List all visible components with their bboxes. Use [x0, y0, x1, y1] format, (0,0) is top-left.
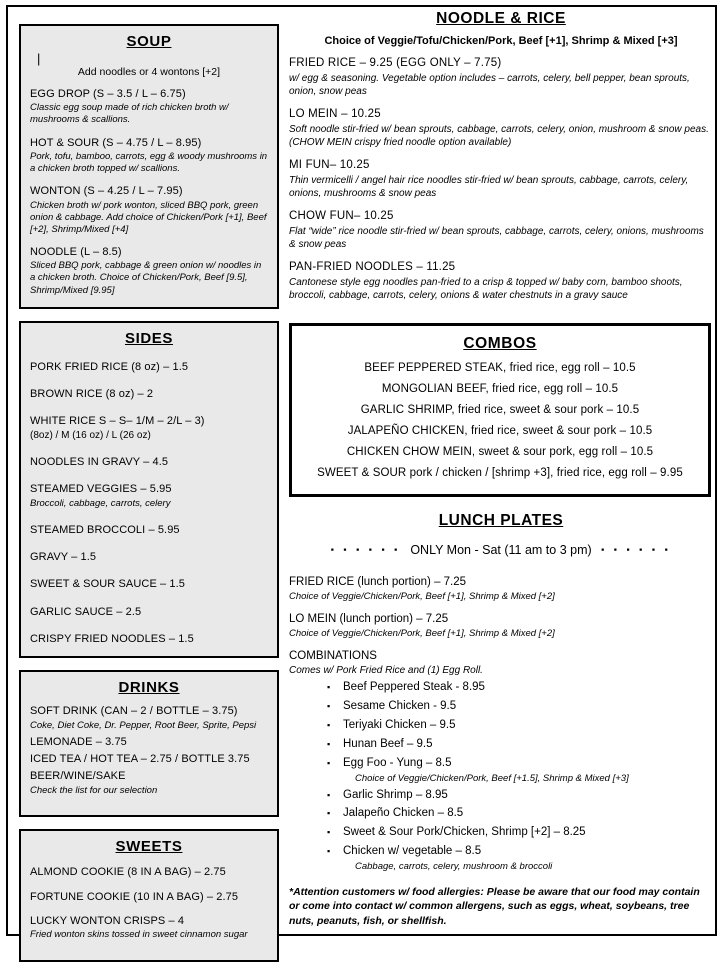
item-desc: Choice of Veggie/Chicken/Pork, Beef [+1], Shrimp & Mixed [+2] — [289, 590, 555, 602]
item-name: LUCKY WONTON CRISPS – 4 — [30, 914, 185, 927]
squares-decoration: ▪ ▪ ▪ ▪ ▪ ▪ — [601, 544, 672, 555]
left-column — [19, 24, 279, 974]
item-name: Garlic Shrimp – 8.95 — [343, 788, 448, 801]
square-bullet-icon: ▪ — [327, 757, 331, 768]
item-desc: Fried wonton skins tossed in sweet cinnamon sugar — [30, 929, 248, 941]
menu-item — [30, 455, 268, 469]
item-desc: Classic egg soup made of rich chicken broth w/ mushrooms & scallions. — [30, 102, 229, 126]
combinations-note: Comes w/ Pork Fried Rice and (1) Egg Roll. — [289, 664, 483, 676]
stray-cursor-mark: | — [37, 51, 41, 66]
item-name: Jalapeño Chicken – 8.5 — [343, 807, 464, 820]
item-desc: Broccoli, cabbage, carrots, celery — [30, 497, 171, 509]
item-size-note: (8oz) / M (16 oz) / L (26 oz) — [30, 429, 151, 441]
combinations-header — [289, 649, 713, 676]
combo-line: BEEF PEPPERED STEAK, fried rice, egg roll – 10.5 — [364, 362, 636, 374]
lunch-plates-section — [289, 512, 713, 928]
list-item — [327, 680, 713, 695]
drinks-section — [19, 670, 279, 817]
combo-line: MONGOLIAN BEEF, fried rice, egg roll – 10.5 — [381, 383, 619, 395]
menu-item — [30, 890, 268, 904]
item-name: LO MEIN – 10.25 — [289, 107, 381, 120]
item-name: SWEET & SOUR SAUCE – 1.5 — [30, 578, 186, 591]
item-name: NOODLE (L – 8.5) — [30, 245, 122, 258]
item-name: Chicken w/ vegetable – 8.5 — [343, 845, 482, 858]
square-bullet-icon: ▪ — [327, 789, 331, 800]
combo-line: GARLIC SHRIMP, fried rice, sweet & sour pork – 10.5 — [360, 404, 640, 416]
soup-section — [19, 24, 279, 309]
square-bullet-icon: ▪ — [327, 719, 331, 730]
square-bullet-icon: ▪ — [327, 681, 331, 692]
item-name: PORK FRIED RICE (8 oz) – 1.5 — [30, 360, 189, 373]
menu-item — [30, 550, 268, 564]
item-name: ALMOND COOKIE (8 IN A BAG) – 2.75 — [30, 866, 226, 879]
item-name: Sweet & Sour Pork/Chicken, Shrimp [+2] – 8.25 — [343, 826, 586, 839]
combos-section — [289, 323, 711, 497]
sides-section — [19, 321, 279, 659]
menu-item — [289, 575, 713, 602]
item-name: LO MEIN (lunch portion) – 7.25 — [289, 612, 449, 625]
list-item — [327, 825, 713, 840]
squares-decoration: ▪ ▪ ▪ ▪ ▪ ▪ — [330, 544, 401, 555]
item-name: EGG DROP (S – 3.5 / L – 6.75) — [30, 88, 186, 100]
menu-item — [30, 360, 268, 374]
menu-item — [289, 612, 713, 639]
allergy-note: *Attention customers w/ food allergies: Please be aware that our food may contain or come into contact w/ common allergens, such as eggs, wheat, soybeans, tree nuts, peanuts, fish, or shellfish. — [289, 886, 700, 927]
menu-item — [30, 577, 268, 591]
item-name: HOT & SOUR (S – 4.75 / L – 8.95) — [30, 136, 202, 149]
item-name: FRIED RICE – 9.25 (EGG ONLY – 7.75) — [289, 57, 502, 69]
item-name: GARLIC SAUCE – 2.5 — [30, 605, 142, 618]
lunch-hours-text: ONLY Mon - Sat (11 am to 3 pm) — [410, 543, 592, 557]
item-desc: Pork, tofu, bamboo, carrots, egg & woody mushrooms in a chicken broth topped w/ scallions. — [30, 150, 268, 175]
item-name: STEAMED BROCCOLI – 5.95 — [30, 523, 180, 536]
menu-item — [289, 209, 713, 251]
combos-title: COMBOS — [463, 335, 537, 352]
menu-item — [30, 136, 268, 176]
square-bullet-icon: ▪ — [327, 738, 331, 749]
item-desc: Thin vermicelli / angel hair rice noodles stir-fried w/ bean sprouts, cabbage, carrots, celery, onions, mushrooms & snow peas — [289, 174, 689, 199]
item-desc: w/ egg & seasoning. Vegetable option includes – carrots, celery, bell pepper, bean sprouts, onion, snow peas — [289, 72, 690, 97]
sweets-title: SWEETS — [115, 838, 183, 856]
item-name: ICED TEA / HOT TEA – 2.75 / BOTTLE 3.75 — [30, 753, 250, 766]
combo-line: JALAPEÑO CHICKEN, fried rice, sweet & sour pork – 10.5 — [347, 425, 653, 437]
item-name: PAN-FRIED NOODLES – 11.25 — [289, 260, 456, 273]
menu-item — [30, 184, 268, 236]
menu-item — [30, 482, 268, 509]
list-item — [327, 844, 713, 859]
menu-item — [30, 704, 268, 731]
menu-item — [30, 414, 268, 442]
item-name: Egg Foo - Yung – 8.5 — [343, 756, 452, 769]
list-item — [327, 737, 713, 752]
noodle-rice-title: NOODLE & RICE — [436, 10, 566, 27]
item-name: FRIED RICE (lunch portion) – 7.25 — [289, 576, 467, 588]
item-name: Hunan Beef – 9.5 — [343, 737, 433, 750]
menu-item — [289, 158, 713, 200]
item-name: CRISPY FRIED NOODLES – 1.5 — [30, 633, 194, 646]
menu-item — [30, 605, 268, 619]
sweets-section — [19, 829, 279, 962]
menu-item — [289, 260, 713, 302]
list-item — [327, 718, 713, 733]
item-desc: Cantonese style egg noodles pan-fried to a crisp & topped w/ baby corn, bamboo shoots, broccoli, cabbage, carrots, celery, onions & water chestnuts in a gravy sauce — [289, 276, 683, 301]
square-bullet-icon: ▪ — [327, 700, 331, 711]
item-name: NOODLES IN GRAVY – 4.5 — [30, 456, 169, 469]
item-name: GRAVY – 1.5 — [30, 551, 97, 564]
menu-item — [30, 769, 268, 796]
right-column — [289, 10, 713, 936]
item-name: FORTUNE COOKIE (10 IN A BAG) – 2.75 — [30, 890, 239, 903]
list-item — [327, 806, 713, 821]
combo-line: SWEET & SOUR pork / chicken / [shrimp +3], fried rice, egg roll – 9.95 — [317, 467, 683, 479]
item-name: Teriyaki Chicken – 9.5 — [343, 718, 456, 731]
item-desc: Check the list for our selection — [30, 784, 158, 796]
item-desc: Cabbage, carrots, celery, mushroom & broccoli — [355, 861, 553, 873]
menu-item — [289, 107, 713, 149]
menu-item — [30, 914, 268, 941]
lunch-plates-title: LUNCH PLATES — [438, 512, 564, 529]
combinations-label: COMBINATIONS — [289, 649, 377, 662]
item-name: Beef Peppered Steak - 8.95 — [343, 680, 485, 693]
item-desc: Coke, Diet Coke, Dr. Pepper, Root Beer, Sprite, Pepsi — [30, 719, 257, 731]
combinations-list — [289, 680, 713, 872]
menu-item — [30, 735, 268, 749]
lunch-hours — [289, 541, 713, 559]
list-item — [327, 756, 713, 771]
noodle-rice-section — [289, 10, 713, 302]
item-name: Sesame Chicken - 9.5 — [343, 699, 457, 712]
item-name: BEER/WINE/SAKE — [30, 770, 126, 783]
square-bullet-icon: ▪ — [327, 846, 331, 857]
item-desc: Soft noodle stir-fried w/ bean sprouts, cabbage, carrots, celery, onion, mushroom & snow peas. (CHOW MEIN crispy fried noodle option available) — [289, 123, 709, 148]
menu-item — [30, 632, 268, 646]
item-desc: Choice of Veggie/Chicken/Pork, Beef [+1.5], Shrimp & Mixed [+3] — [355, 772, 629, 784]
item-desc: Sliced BBQ pork, cabbage & green onion w/ noodles in a chicken broth. Choice of Chicken/Pork, Beef [9.5], Shrimp/Mixed [9.95] — [30, 260, 262, 296]
menu-item — [30, 865, 268, 879]
item-name: BROWN RICE (8 oz) – 2 — [30, 388, 154, 401]
menu-item — [30, 245, 268, 297]
item-name: WHITE RICE S – S– 1/M – 2/L – 3) — [30, 415, 205, 428]
item-desc: Chicken broth w/ pork wonton, sliced BBQ pork, green onion & cabbage. Add choice of Chicken/Pork [+1], Beef [+2], Shrimp/Mixed [+4] — [30, 199, 267, 235]
menu-item — [30, 387, 268, 401]
square-bullet-icon: ▪ — [327, 808, 331, 819]
menu-item — [30, 523, 268, 537]
noodle-rice-subtitle: Choice of Veggie/Tofu/Chicken/Pork, Beef [+1], Shrimp & Mixed [+3] — [324, 35, 678, 47]
square-bullet-icon: ▪ — [327, 827, 331, 838]
item-name: WONTON (S – 4.25 / L – 7.95) — [30, 185, 183, 198]
drinks-title: DRINKS — [118, 679, 180, 697]
item-name: STEAMED VEGGIES – 5.95 — [30, 483, 172, 496]
soup-note: Add noodles or 4 wontons [+2] — [77, 66, 221, 78]
list-item — [327, 699, 713, 714]
item-desc: Flat “wide” rice noodle stir-fried w/ bean sprouts, cabbage, carrots, celery, onions, mushrooms & snow peas — [289, 225, 704, 250]
item-name: SOFT DRINK (CAN – 2 / BOTTLE – 3.75) — [30, 705, 238, 718]
list-item — [327, 788, 713, 803]
menu-item — [30, 87, 268, 127]
item-desc: Choice of Veggie/Chicken/Pork, Beef [+1], Shrimp & Mixed [+2] — [289, 627, 555, 639]
menu-item — [289, 56, 713, 98]
sides-title: SIDES — [124, 329, 173, 347]
combo-line: CHICKEN CHOW MEIN, sweet & sour pork, egg roll – 10.5 — [346, 446, 654, 458]
menu-item — [30, 752, 268, 766]
item-name: CHOW FUN– 10.25 — [289, 209, 394, 222]
item-name: LEMONADE – 3.75 — [30, 735, 127, 748]
item-name: MI FUN– 10.25 — [289, 158, 370, 171]
soup-title: SOUP — [126, 33, 172, 50]
